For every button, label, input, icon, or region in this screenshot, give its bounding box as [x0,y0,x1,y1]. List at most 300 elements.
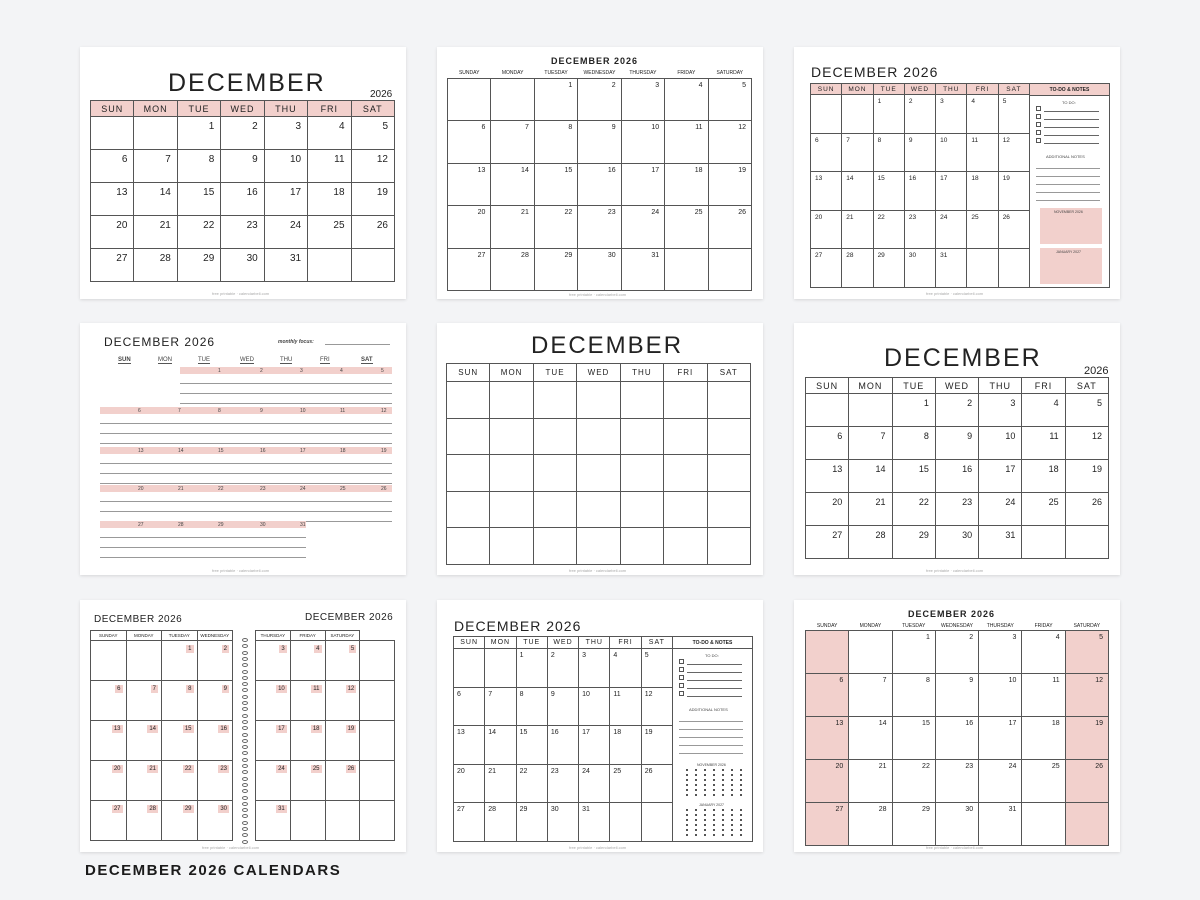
day-cell[interactable] [664,528,707,565]
day-cell[interactable] [979,493,1022,526]
day-cell[interactable] [935,460,978,493]
day-cell[interactable] [707,382,750,419]
day-cell[interactable] [1022,394,1065,427]
day-cell[interactable] [641,764,672,803]
calendar-card-7[interactable] [80,600,406,852]
day-cell[interactable] [197,721,233,761]
day-cell[interactable] [534,78,577,121]
day-cell[interactable] [664,382,707,419]
day-number: 22 [203,220,215,231]
day-cell[interactable] [454,764,485,803]
day-cell[interactable] [264,150,307,183]
day-cell[interactable] [892,394,935,427]
day-cell[interactable] [308,183,351,216]
day-cell[interactable] [534,163,577,206]
day-cell[interactable] [579,649,610,688]
day-cell[interactable] [447,528,490,565]
day-cell[interactable] [325,761,360,801]
day-cell[interactable] [454,726,485,765]
day-cell[interactable] [577,491,620,528]
day-cell[interactable] [351,249,394,282]
day-cell[interactable] [490,455,533,492]
day-cell[interactable] [491,206,534,249]
day-cell[interactable] [162,761,198,801]
calendar-card-6[interactable] [794,323,1120,575]
day-cell[interactable] [708,206,751,249]
day-cell[interactable] [641,687,672,726]
todo-checkbox[interactable] [1036,130,1041,135]
day-cell[interactable] [806,427,849,460]
day-cell[interactable] [547,764,578,803]
day-cell[interactable] [533,418,576,455]
day-cell[interactable] [221,117,264,150]
day-cell[interactable] [351,183,394,216]
day-cell[interactable] [811,172,842,211]
day-cell[interactable] [811,95,842,134]
day-cell[interactable] [290,641,325,681]
todo-checkbox[interactable] [679,675,684,680]
day-cell[interactable] [533,491,576,528]
calendar-card-4[interactable] [80,323,406,575]
day-cell[interactable] [256,721,291,761]
day-cell[interactable] [134,150,177,183]
day-cell[interactable] [806,630,849,673]
day-cell[interactable] [290,681,325,721]
day-cell[interactable] [967,210,998,249]
todo-checkbox[interactable] [679,659,684,664]
day-cell[interactable] [547,803,578,842]
calendar-card-3[interactable] [794,47,1120,299]
day-cell[interactable] [1065,460,1108,493]
day-cell[interactable] [708,248,751,291]
day-cell[interactable] [516,803,547,842]
day-cell[interactable] [256,681,291,721]
day-cell[interactable] [91,761,127,801]
day-cell[interactable] [577,455,620,492]
day-cell[interactable] [579,726,610,765]
day-cell[interactable] [134,117,177,150]
day-cell[interactable] [533,455,576,492]
day-cell[interactable] [1022,427,1065,460]
day-cell[interactable] [578,163,621,206]
day-cell[interactable] [1022,759,1065,802]
day-cell[interactable] [904,172,935,211]
day-cell[interactable] [91,117,134,150]
day-cell[interactable] [534,206,577,249]
day-cell[interactable] [979,460,1022,493]
todo-checkbox[interactable] [679,683,684,688]
day-cell[interactable] [91,249,134,282]
day-cell[interactable] [842,210,873,249]
day-cell[interactable] [264,117,307,150]
calendar-card-8[interactable] [437,600,763,852]
day-cell[interactable] [577,418,620,455]
calendar-card-1[interactable] [80,47,406,299]
day-cell[interactable] [664,491,707,528]
day-cell[interactable] [325,801,360,841]
day-cell[interactable] [610,687,641,726]
day-cell[interactable] [892,630,935,673]
day-cell[interactable] [664,418,707,455]
day-cell[interactable] [849,394,892,427]
day-cell[interactable] [936,210,967,249]
day-cell[interactable] [707,491,750,528]
day-cell[interactable] [91,681,127,721]
day-cell[interactable] [485,803,516,842]
day-cell[interactable] [325,681,360,721]
day-cell[interactable] [1022,716,1065,759]
day-cell[interactable] [162,801,198,841]
day-cell[interactable] [620,491,663,528]
day-cell[interactable] [935,526,978,559]
day-cell[interactable] [490,382,533,419]
day-cell[interactable] [126,641,162,681]
day-cell[interactable] [577,528,620,565]
day-cell[interactable] [485,764,516,803]
day-cell[interactable] [177,183,220,216]
day-cell[interactable] [935,759,978,802]
day-cell[interactable] [448,78,491,121]
day-cell[interactable] [707,528,750,565]
day-cell[interactable] [998,133,1029,172]
day-cell[interactable] [454,649,485,688]
day-cell[interactable] [126,681,162,721]
day-cell[interactable] [811,133,842,172]
day-cell[interactable] [936,249,967,288]
day-cell[interactable] [873,133,904,172]
day-cell[interactable] [351,150,394,183]
day-cell[interactable] [707,455,750,492]
day-cell[interactable] [448,163,491,206]
calendar-card-5[interactable] [437,323,763,575]
day-cell[interactable] [641,726,672,765]
day-cell[interactable] [620,528,663,565]
day-cell[interactable] [904,249,935,288]
day-cell[interactable] [516,687,547,726]
day-cell[interactable] [806,460,849,493]
day-cell[interactable] [664,455,707,492]
day-cell[interactable] [892,493,935,526]
day-cell[interactable] [308,150,351,183]
day-cell[interactable] [197,761,233,801]
day-cell[interactable] [579,803,610,842]
day-cell[interactable] [935,673,978,716]
day-cell[interactable] [998,95,1029,134]
day-cell[interactable] [134,183,177,216]
day-cell[interactable] [91,183,134,216]
todo-checkbox[interactable] [679,691,684,696]
day-cell[interactable] [1022,802,1065,845]
day-cell[interactable] [621,248,664,291]
day-cell[interactable] [1022,493,1065,526]
todo-checkbox[interactable] [1036,114,1041,119]
day-cell[interactable] [849,526,892,559]
day-cell[interactable] [91,216,134,249]
day-cell[interactable] [447,491,490,528]
todo-checkbox[interactable] [1036,122,1041,127]
day-cell[interactable] [1065,673,1108,716]
day-cell[interactable] [979,802,1022,845]
day-cell[interactable] [177,216,220,249]
day-cell[interactable] [806,716,849,759]
day-cell[interactable] [849,427,892,460]
day-cell[interactable] [491,121,534,164]
day-cell[interactable] [490,491,533,528]
day-cell[interactable] [849,716,892,759]
day-cell[interactable] [998,249,1029,288]
day-cell[interactable] [873,210,904,249]
day-cell[interactable] [491,248,534,291]
day-cell[interactable] [221,183,264,216]
day-cell[interactable] [485,649,516,688]
day-cell[interactable] [533,528,576,565]
todo-checkbox[interactable] [1036,106,1041,111]
day-cell[interactable] [485,726,516,765]
day-cell[interactable] [708,163,751,206]
day-cell[interactable] [579,687,610,726]
day-cell[interactable] [490,528,533,565]
day-cell[interactable] [892,673,935,716]
day-cell[interactable] [849,493,892,526]
day-cell[interactable] [849,630,892,673]
day-cell[interactable] [873,249,904,288]
day-cell[interactable] [979,394,1022,427]
todo-checkbox[interactable] [679,667,684,672]
day-cell[interactable] [610,764,641,803]
day-cell[interactable] [904,133,935,172]
day-cell[interactable] [91,801,127,841]
day-cell[interactable] [126,721,162,761]
day-cell[interactable] [491,78,534,121]
day-cell[interactable] [134,216,177,249]
day-cell[interactable] [892,716,935,759]
day-cell[interactable] [490,418,533,455]
day-cell[interactable] [91,641,127,681]
day-cell[interactable] [610,649,641,688]
day-cell[interactable] [1065,526,1108,559]
day-cell[interactable] [936,95,967,134]
day-cell[interactable] [806,673,849,716]
day-cell[interactable] [264,249,307,282]
day-cell[interactable] [665,121,708,164]
day-cell[interactable] [516,764,547,803]
day-cell[interactable] [842,133,873,172]
day-cell[interactable] [351,117,394,150]
day-cell[interactable] [351,216,394,249]
day-cell[interactable] [1022,673,1065,716]
day-cell[interactable] [162,681,198,721]
day-cell[interactable] [621,121,664,164]
day-cell[interactable] [935,493,978,526]
day-cell[interactable] [849,673,892,716]
day-cell[interactable] [290,801,325,841]
day-cell[interactable] [177,117,220,150]
day-cell[interactable] [162,641,198,681]
day-cell[interactable] [325,721,360,761]
day-cell[interactable] [935,716,978,759]
day-cell[interactable] [842,172,873,211]
day-cell[interactable] [447,382,490,419]
day-cell[interactable] [578,206,621,249]
day-cell[interactable] [1065,630,1108,673]
day-cell[interactable] [811,210,842,249]
day-cell[interactable] [935,427,978,460]
day-cell[interactable] [708,78,751,121]
day-cell[interactable] [892,526,935,559]
day-cell[interactable] [979,716,1022,759]
day-cell[interactable] [91,150,134,183]
day-cell[interactable] [935,802,978,845]
day-cell[interactable] [892,802,935,845]
day-cell[interactable] [849,460,892,493]
day-cell[interactable] [641,803,672,842]
day-cell[interactable] [256,801,291,841]
day-cell[interactable] [1022,526,1065,559]
day-cell[interactable] [806,802,849,845]
day-cell[interactable] [979,427,1022,460]
day-cell[interactable] [126,801,162,841]
day-cell[interactable] [935,630,978,673]
day-cell[interactable] [454,803,485,842]
day-cell[interactable] [534,121,577,164]
day-cell[interactable] [308,117,351,150]
day-cell[interactable] [134,249,177,282]
day-cell[interactable] [578,121,621,164]
day-cell[interactable] [967,133,998,172]
day-cell[interactable] [665,248,708,291]
day-cell[interactable] [842,95,873,134]
day-cell[interactable] [1065,427,1108,460]
day-cell[interactable] [221,150,264,183]
day-cell[interactable] [162,721,198,761]
day-cell[interactable] [979,526,1022,559]
day-cell[interactable] [547,726,578,765]
day-cell[interactable] [1065,493,1108,526]
day-cell[interactable] [806,493,849,526]
day-cell[interactable] [290,761,325,801]
day-cell[interactable] [485,687,516,726]
day-cell[interactable] [849,802,892,845]
day-cell[interactable] [447,455,490,492]
day-cell[interactable] [578,78,621,121]
day-cell[interactable] [516,649,547,688]
day-cell[interactable] [177,150,220,183]
day-cell[interactable] [578,248,621,291]
day-cell[interactable] [621,163,664,206]
day-cell[interactable] [1065,394,1108,427]
day-cell[interactable] [448,121,491,164]
day-cell[interactable] [1022,630,1065,673]
day-cell[interactable] [904,95,935,134]
day-cell[interactable] [936,133,967,172]
day-cell[interactable] [979,759,1022,802]
day-cell[interactable] [256,641,291,681]
day-cell[interactable] [641,649,672,688]
day-cell[interactable] [936,172,967,211]
day-cell[interactable] [308,249,351,282]
day-cell[interactable] [935,394,978,427]
day-cell[interactable] [197,641,233,681]
day-cell[interactable] [308,216,351,249]
day-cell[interactable] [264,183,307,216]
day-cell[interactable] [579,764,610,803]
day-cell[interactable] [197,681,233,721]
day-cell[interactable] [665,163,708,206]
day-cell[interactable] [665,78,708,121]
day-cell[interactable] [177,249,220,282]
day-cell[interactable] [873,95,904,134]
day-cell[interactable] [665,206,708,249]
day-cell[interactable] [892,460,935,493]
day-cell[interactable] [892,427,935,460]
day-cell[interactable] [806,759,849,802]
day-cell[interactable] [621,206,664,249]
day-cell[interactable] [849,759,892,802]
day-cell[interactable] [998,210,1029,249]
day-cell[interactable] [1022,460,1065,493]
day-cell[interactable] [998,172,1029,211]
day-cell[interactable] [264,216,307,249]
day-cell[interactable] [547,649,578,688]
day-cell[interactable] [806,394,849,427]
day-cell[interactable] [547,687,578,726]
day-cell[interactable] [979,630,1022,673]
day-cell[interactable] [806,526,849,559]
calendar-card-2[interactable] [437,47,763,299]
day-cell[interactable] [1065,716,1108,759]
day-cell[interactable] [620,418,663,455]
day-cell[interactable] [454,687,485,726]
day-cell[interactable] [610,803,641,842]
day-cell[interactable] [290,721,325,761]
day-cell[interactable] [447,418,490,455]
day-cell[interactable] [197,801,233,841]
day-cell[interactable] [967,172,998,211]
day-cell[interactable] [621,78,664,121]
day-cell[interactable] [221,249,264,282]
day-cell[interactable] [707,418,750,455]
day-cell[interactable] [448,248,491,291]
day-cell[interactable] [892,759,935,802]
day-cell[interactable] [904,210,935,249]
day-cell[interactable] [491,163,534,206]
day-cell[interactable] [620,455,663,492]
day-cell[interactable] [620,382,663,419]
todo-checkbox[interactable] [1036,138,1041,143]
day-cell[interactable] [1065,802,1108,845]
day-cell[interactable] [967,95,998,134]
day-cell[interactable] [516,726,547,765]
day-cell[interactable] [533,382,576,419]
day-cell[interactable] [221,216,264,249]
day-cell[interactable] [126,761,162,801]
day-cell[interactable] [1065,759,1108,802]
day-cell[interactable] [842,249,873,288]
day-cell[interactable] [577,382,620,419]
day-cell[interactable] [708,121,751,164]
day-cell[interactable] [979,673,1022,716]
day-cell[interactable] [256,761,291,801]
day-cell[interactable] [873,172,904,211]
day-cell[interactable] [325,641,360,681]
day-cell[interactable] [91,721,127,761]
day-cell[interactable] [610,726,641,765]
calendar-card-9[interactable] [794,600,1120,852]
day-cell[interactable] [534,248,577,291]
day-cell[interactable] [967,249,998,288]
day-cell[interactable] [811,249,842,288]
day-cell[interactable] [448,206,491,249]
